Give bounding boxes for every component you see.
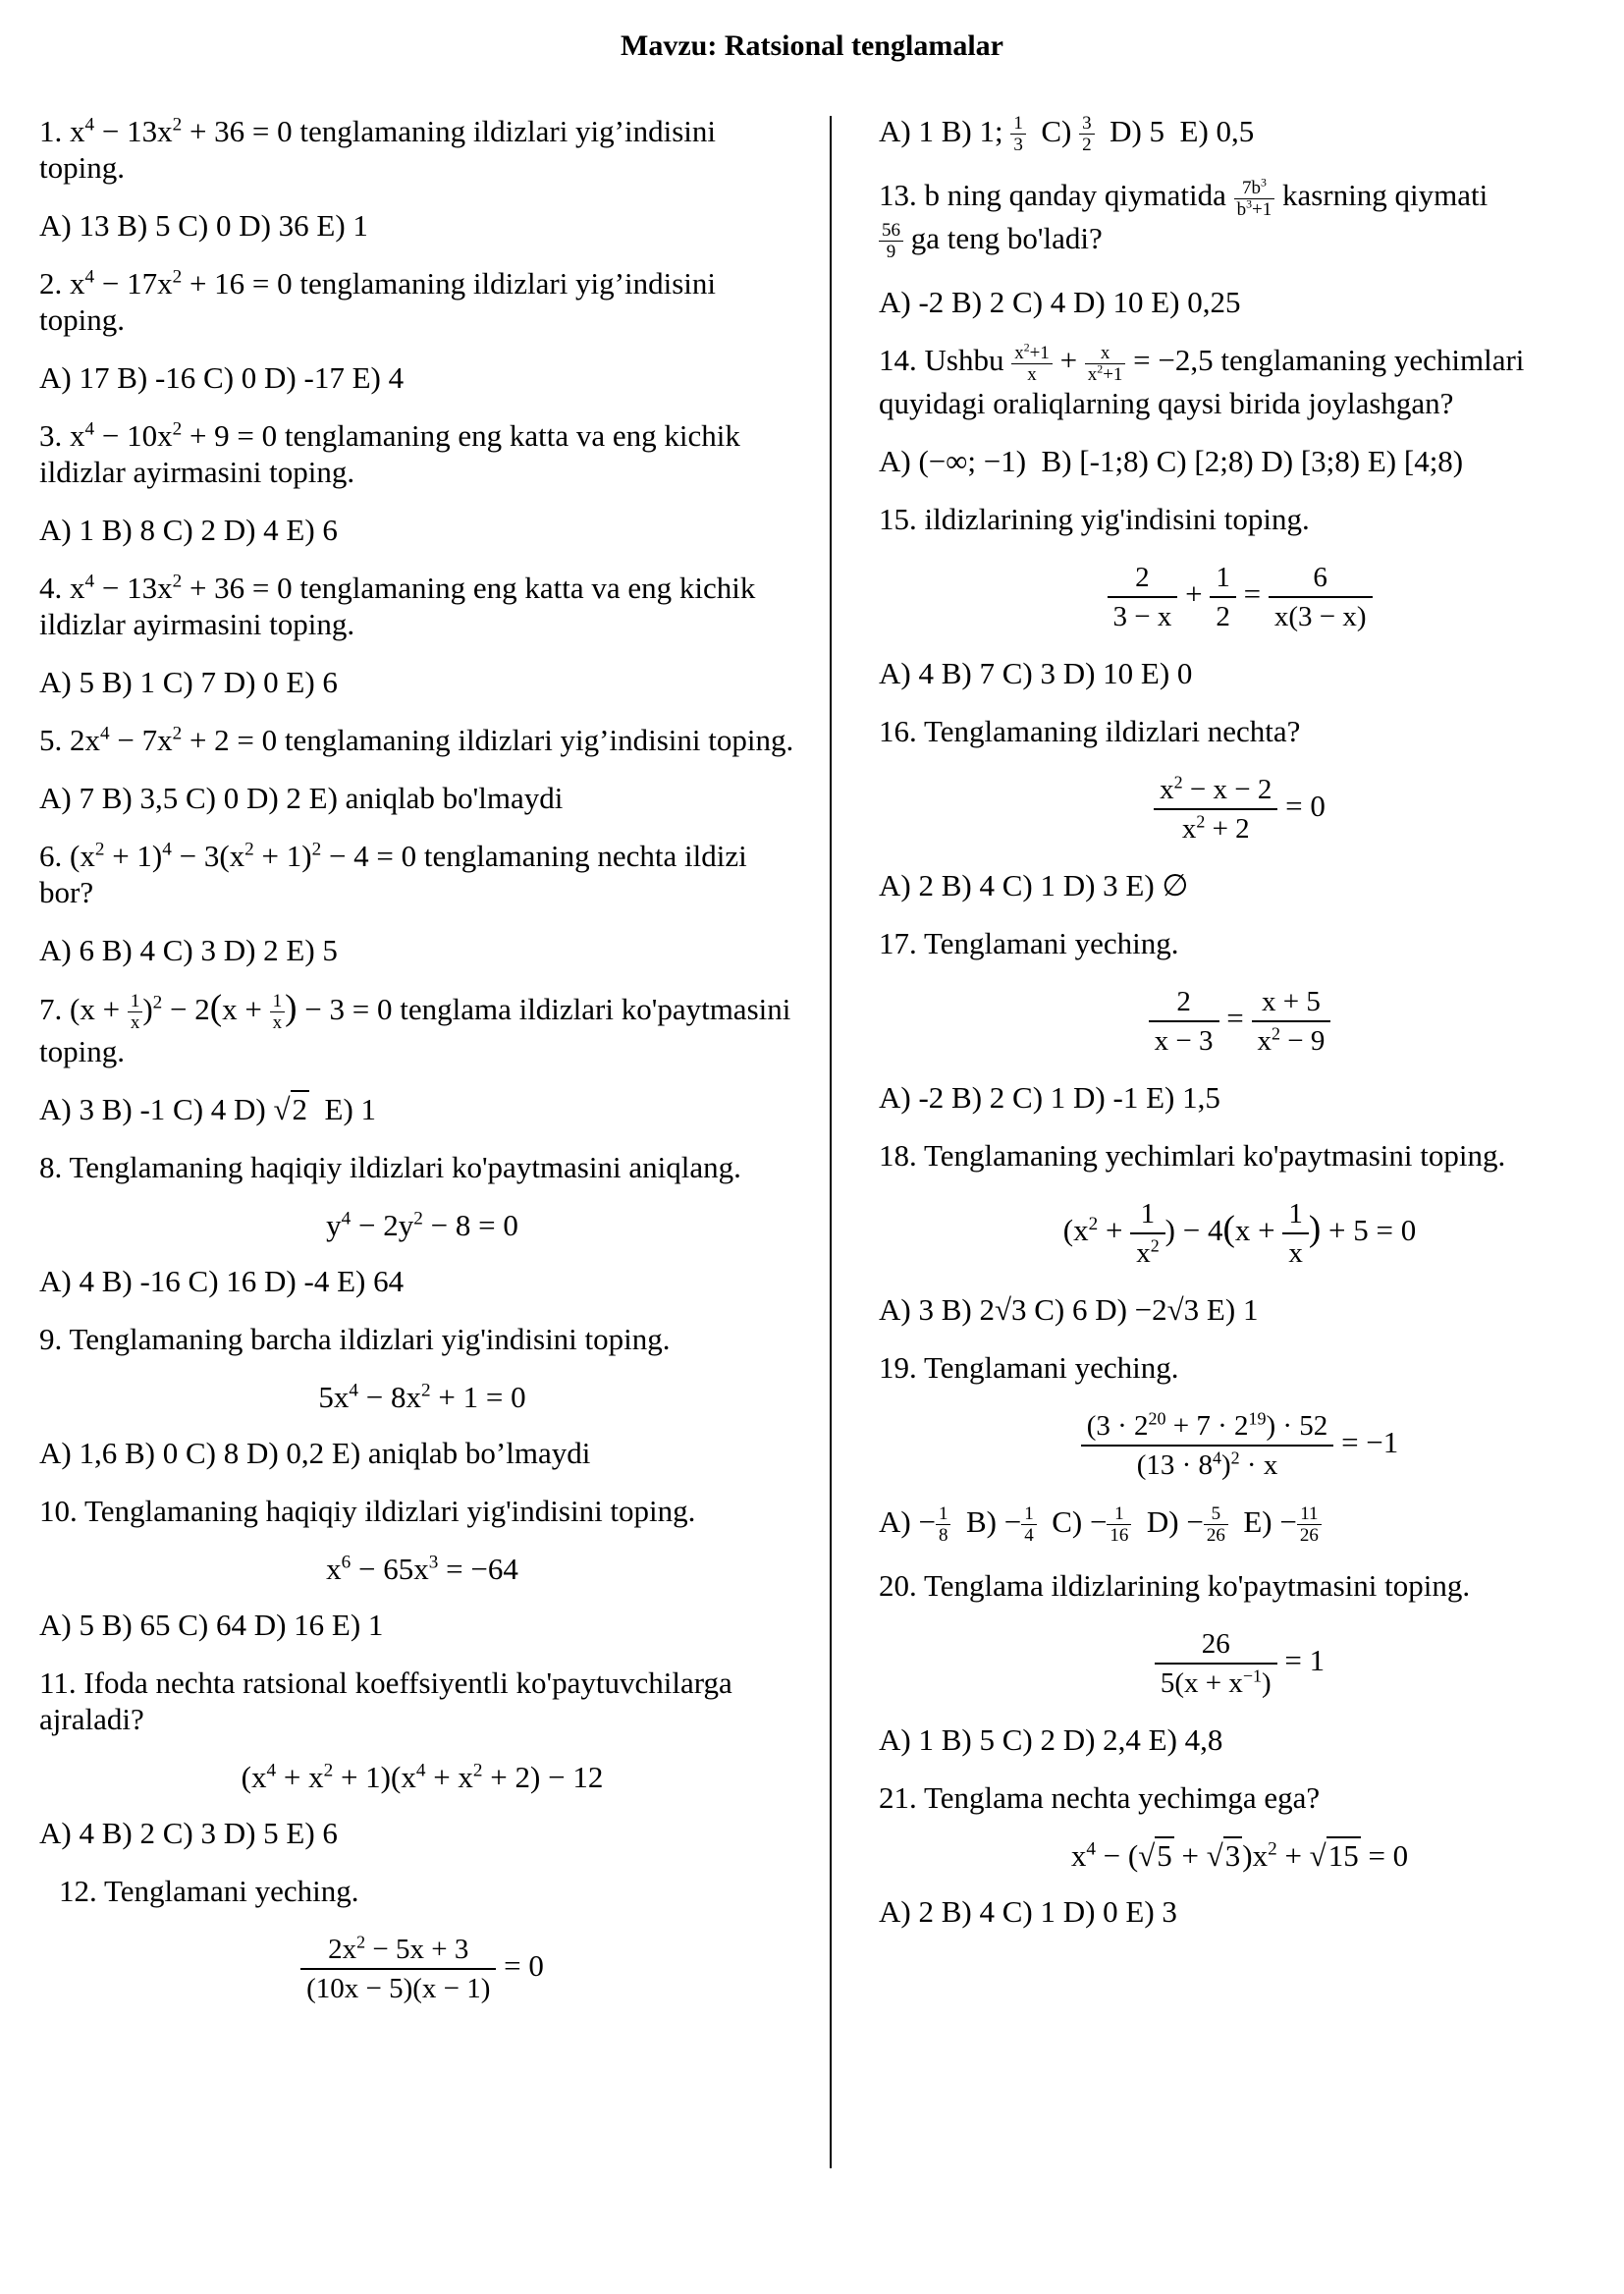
- question-13: 13. b ning qanday qiymatida $\frac{7b^3}{b^3+1}$ kasrning qiymati $\frac{56}{9}$ ga teng bo'ladi?: [879, 176, 1489, 263]
- question-4: 4. $x^4 - 13x^2 + 36 = 0$ tenglamaning eng katta va eng kichik ildizlar ayirmasini toping.: [39, 571, 756, 641]
- question-16: 16. Tenglamaning ildizlari nechta?: [879, 713, 1301, 748]
- question-17: 17. Tenglamani yeching.: [879, 925, 1179, 960]
- answers-19: A) − $\frac{1}{8}$ B) − $\frac{1}{4}$ C) − $\frac{1}{16}$ D) − $\frac{5}{26}$ E) − $\frac{11}{26}$: [879, 1503, 1600, 1546]
- answers-2: A) 17 B) -16 C) 0 D) -17 E) 4: [39, 360, 405, 395]
- equation-20: $\frac{26}{5(x + x^{-1})}$ = 1: [879, 1625, 1600, 1702]
- question-20: 20. Tenglama ildizlarining ko'paytmasini toping.: [879, 1567, 1471, 1603]
- answers-21: A) 2 B) 4 C) 1 D) 0 E) 3: [879, 1893, 1177, 1929]
- answers-8: A) 4 B) -16 C) 16 D) -4 E) 64: [39, 1264, 405, 1299]
- answers-10: A) 5 B) 65 C) 64 D) 16 E) 1: [39, 1608, 384, 1643]
- equation-9: $5x^4 - 8x^2 + 1 = 0$: [318, 1380, 526, 1415]
- question-5: 5. $2x^4 - 7x^2 + 2 = 0$ tenglamaning ildizlari yig’indisini toping.: [39, 723, 794, 757]
- answers-4: A) 5 B) 1 C) 7 D) 0 E) 6: [39, 665, 338, 699]
- answers-20: A) 1 B) 5 C) 2 D) 2,4 E) 4,8: [879, 1721, 1223, 1757]
- equation-18: ($x^2$ + $\frac{1}{x^2}$ ) − 4(x + $\frac{1}{x}$ ) + 5 = 0: [879, 1195, 1600, 1272]
- question-19: 19. Tenglamani yeching.: [879, 1349, 1179, 1385]
- right-column: [879, 113, 1600, 1951]
- answers-6: A) 6 B) 4 C) 3 D) 2 E) 5: [39, 933, 338, 967]
- page-title: Mavzu: Ratsional tenglamalar: [621, 29, 1003, 62]
- column-divider: [830, 116, 832, 2168]
- question-1: 1. $x^4 - 13x^2 + 36 = 0$ tenglamaning ildizlari yig’indisini toping.: [39, 114, 717, 185]
- question-8: 8. Tenglamaning haqiqiy ildizlari ko'paytmasini aniqlang.: [39, 1150, 741, 1185]
- question-18: 18. Tenglamaning yechimlari ko'paytmasini toping.: [879, 1137, 1506, 1173]
- equation-17: $\frac{2}{x - 3}$ = $\frac{x + 5}{x^2 - 9}$: [879, 983, 1600, 1060]
- answers-1: A) 13 B) 5 C) 0 D) 36 E) 1: [39, 208, 368, 243]
- equation-8: $y^4 - 2y^2 - 8 = 0$: [326, 1208, 518, 1243]
- question-12: 12. Tenglamani yeching.: [59, 1874, 359, 1909]
- answers-3: A) 1 B) 8 C) 2 D) 4 E) 6: [39, 513, 338, 547]
- question-15: 15. ildizlarining yig'indisini toping.: [879, 501, 1310, 536]
- equation-12: $\frac{2x^2 - 5x + 3}{(10x - 5)(x - 1)}$ = 0: [39, 1931, 805, 2007]
- question-7: 7. (x + $\frac{1}{x}$ )$^2$ − 2(x + $\frac{1}{x}$ ) − 3 = 0 tenglama ildizlari ko'paytmasini toping.: [39, 988, 791, 1069]
- answers-13: A) -2 B) 2 C) 4 D) 10 E) 0,25: [879, 285, 1241, 320]
- answers-15: A) 4 B) 7 C) 3 D) 10 E) 0: [879, 655, 1193, 690]
- question-9: 9. Tenglamaning barcha ildizlari yig'indisini toping.: [39, 1322, 671, 1357]
- question-2: 2. $x^4 - 17x^2 + 16 = 0$ tenglamaning ildizlari yig’indisini toping.: [39, 266, 717, 337]
- equation-21: $x^4 - (√5 + √3)x^2 + √15 = 0$: [1070, 1837, 1409, 1873]
- equation-16: $\frac{x^2 - x - 2}{x^2 + 2}$ = 0: [879, 771, 1600, 847]
- answers-12: A) 1 B) 1; $\frac{1}{3}$ C) $\frac{3}{2}$ D) 5 E) 0,5: [879, 113, 1255, 156]
- answers-16: A) 2 B) 4 C) 1 D) 3 E) ∅: [879, 867, 1189, 902]
- question-6: 6. $(x^2 + 1)^4 - 3(x^2 + 1)^2 - 4 = 0$ tenglamaning nechta ildizi bor?: [39, 839, 747, 909]
- equation-10: $x^6 - 65x^3 = -64$: [326, 1552, 518, 1587]
- answers-18: A) 3 B) 2√3 C) 6 D) −2√3 E) 1: [879, 1291, 1259, 1327]
- question-3: 3. $x^4 - 10x^2 + 9 = 0$ tenglamaning eng katta va eng kichik ildizlar ayirmasini toping.: [39, 418, 740, 489]
- left-column: [39, 113, 805, 2027]
- equation-19: $\frac{(3 \cdot 2^{20} + 7 \cdot 2^{19}) \cdot 52}{(13 \cdot 8^4)^2 \cdot x}$ = −1: [879, 1407, 1600, 1484]
- answers-11: A) 4 B) 2 C) 3 D) 5 E) 6: [39, 1816, 338, 1851]
- question-10: 10. Tenglamaning haqiqiy ildizlari yig'indisini toping.: [39, 1494, 696, 1529]
- answers-5: A) 7 B) 3,5 C) 0 D) 2 E) aniqlab bo'lmaydi: [39, 781, 564, 815]
- answers-17: A) -2 B) 2 C) 1 D) -1 E) 1,5: [879, 1079, 1220, 1115]
- equation-15: $\frac{2}{3 - x}$ + $\frac{1}{2}$ = $\frac{6}{x(3 - x)}$: [879, 559, 1600, 635]
- answers-7: A) 3 B) -1 C) 4 D) √2 E) 1: [39, 1092, 377, 1127]
- answers-14: A) (−∞; −1) B) [-1;8) C) [2;8) D) [3;8) E) [4;8): [879, 443, 1464, 478]
- question-14: 14. Ushbu $\frac{x^2+1}{x}$ + $\frac{x}{x^2+1}$ = −2,5 tenglamaning yechimlari quyidagi oraliqlarning qaysi birida joylashgan?: [879, 341, 1525, 420]
- question-11: 11. Ifoda nechta ratsional koeffsiyentli ko'paytuvchilarga ajraladi?: [39, 1666, 732, 1737]
- question-21: 21. Tenglama nechta yechimga ega?: [879, 1779, 1321, 1815]
- equation-11: $(x^4 + x^2 + 1)(x^4 + x^2 + 2) - 12$: [241, 1760, 604, 1795]
- answers-9: A) 1,6 B) 0 C) 8 D) 0,2 E) aniqlab bo’lmaydi: [39, 1436, 591, 1471]
